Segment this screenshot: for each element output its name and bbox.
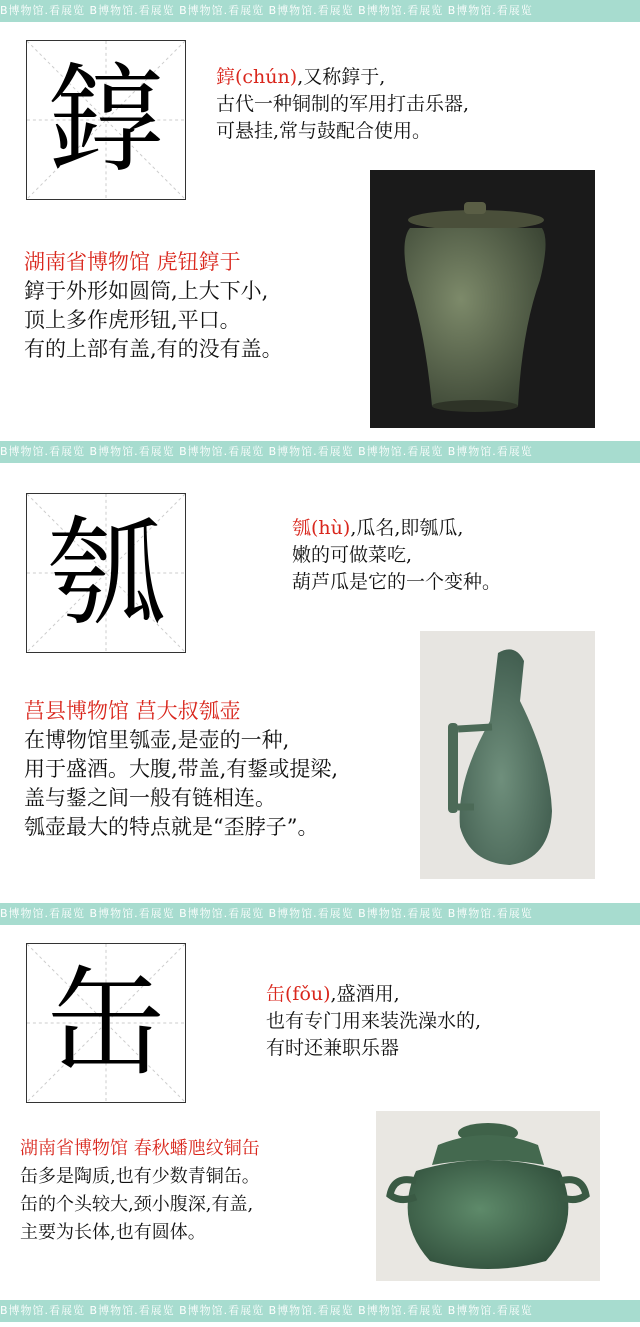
bronze-fou-photo [376,1111,600,1281]
huhu-image [420,631,595,879]
fou-image [376,1111,600,1281]
desc-line: 嫩的可做菜吃, [292,544,413,566]
museum-line: 主要为长体,也有圆体。 [20,1222,206,1243]
museum-line: 缶的个头较大,颈小腹深,有盖, [20,1194,254,1215]
bronze-chunyu-photo [370,170,595,428]
section-fou [0,925,640,1300]
character-box [26,943,186,1103]
museum-line: 在博物馆里瓠壶,是壶的一种, [24,728,290,752]
watermark-band-1: B博物馆.看展览 B博物馆.看展览 B博物馆.看展览 B博物馆.看展览 B博物馆.看展览 B博物馆.看展览 [0,441,640,463]
section-huhu [0,463,640,903]
museum-line: 瓠壶最大的特点就是“歪脖子”。 [24,815,319,839]
watermark-band-top: B博物馆.看展览 B博物馆.看展览 B博物馆.看展览 B博物馆.看展览 B博物馆.看展览 B博物馆.看展览 [0,0,640,22]
museum-line: 盖与鋬之间一般有链相连。 [24,786,276,810]
desc-line: ,瓜名,即瓠瓜, [350,517,464,539]
char-description [216,64,626,145]
desc-line: 葫芦瓜是它的一个变种。 [292,571,502,593]
desc-line: ,盛酒用, [330,983,400,1005]
char-description [292,515,632,596]
char-description [266,981,626,1062]
museum-note [20,1135,380,1247]
character-glyph: 瓠 [46,504,165,642]
character-glyph: 缶 [46,954,165,1092]
museum-title: 湖南省博物馆 虎钮錞于 [24,250,241,274]
desc-line: 也有专门用来装洗澡水的, [266,1010,482,1032]
museum-line: 錞于外形如圆筒,上大下小, [24,279,269,303]
museum-line: 顶上多作虎形钮,平口。 [24,308,241,332]
museum-note [24,697,424,842]
museum-line: 用于盛酒。大腹,带盖,有鋬或提梁, [24,757,339,781]
desc-line: 有时还兼职乐器 [266,1037,400,1059]
term-pinyin: 錞(chún) [216,66,298,88]
watermark-band-bottom: B博物馆.看展览 B博物馆.看展览 B博物馆.看展览 B博物馆.看展览 B博物馆.看展览 B博物馆.看展览 [0,1300,640,1322]
character-glyph: 錞 [46,51,165,189]
museum-line: 有的上部有盖,有的没有盖。 [24,337,283,361]
museum-title: 莒县博物馆 莒大叔瓠壶 [24,699,241,723]
desc-line: 古代一种铜制的军用打击乐器, [216,93,470,115]
desc-line: ,又称錞于, [297,66,386,88]
bronze-huhu-photo [420,631,595,879]
character-box [26,493,186,653]
chunyu-image [370,170,595,428]
watermark-band-2: B博物馆.看展览 B博物馆.看展览 B博物馆.看展览 B博物馆.看展览 B博物馆.看展览 B博物馆.看展览 [0,903,640,925]
museum-title: 湖南省博物馆 春秋蟠虺纹铜缶 [20,1138,260,1159]
section-chunyu [0,22,640,441]
term-pinyin: 瓠(hù) [292,517,351,539]
character-box [26,40,186,200]
term-pinyin: 缶(fǒu) [266,983,331,1005]
museum-note [24,248,374,364]
museum-line: 缶多是陶质,也有少数青铜缶。 [20,1166,260,1187]
desc-line: 可悬挂,常与鼓配合使用。 [216,120,432,142]
